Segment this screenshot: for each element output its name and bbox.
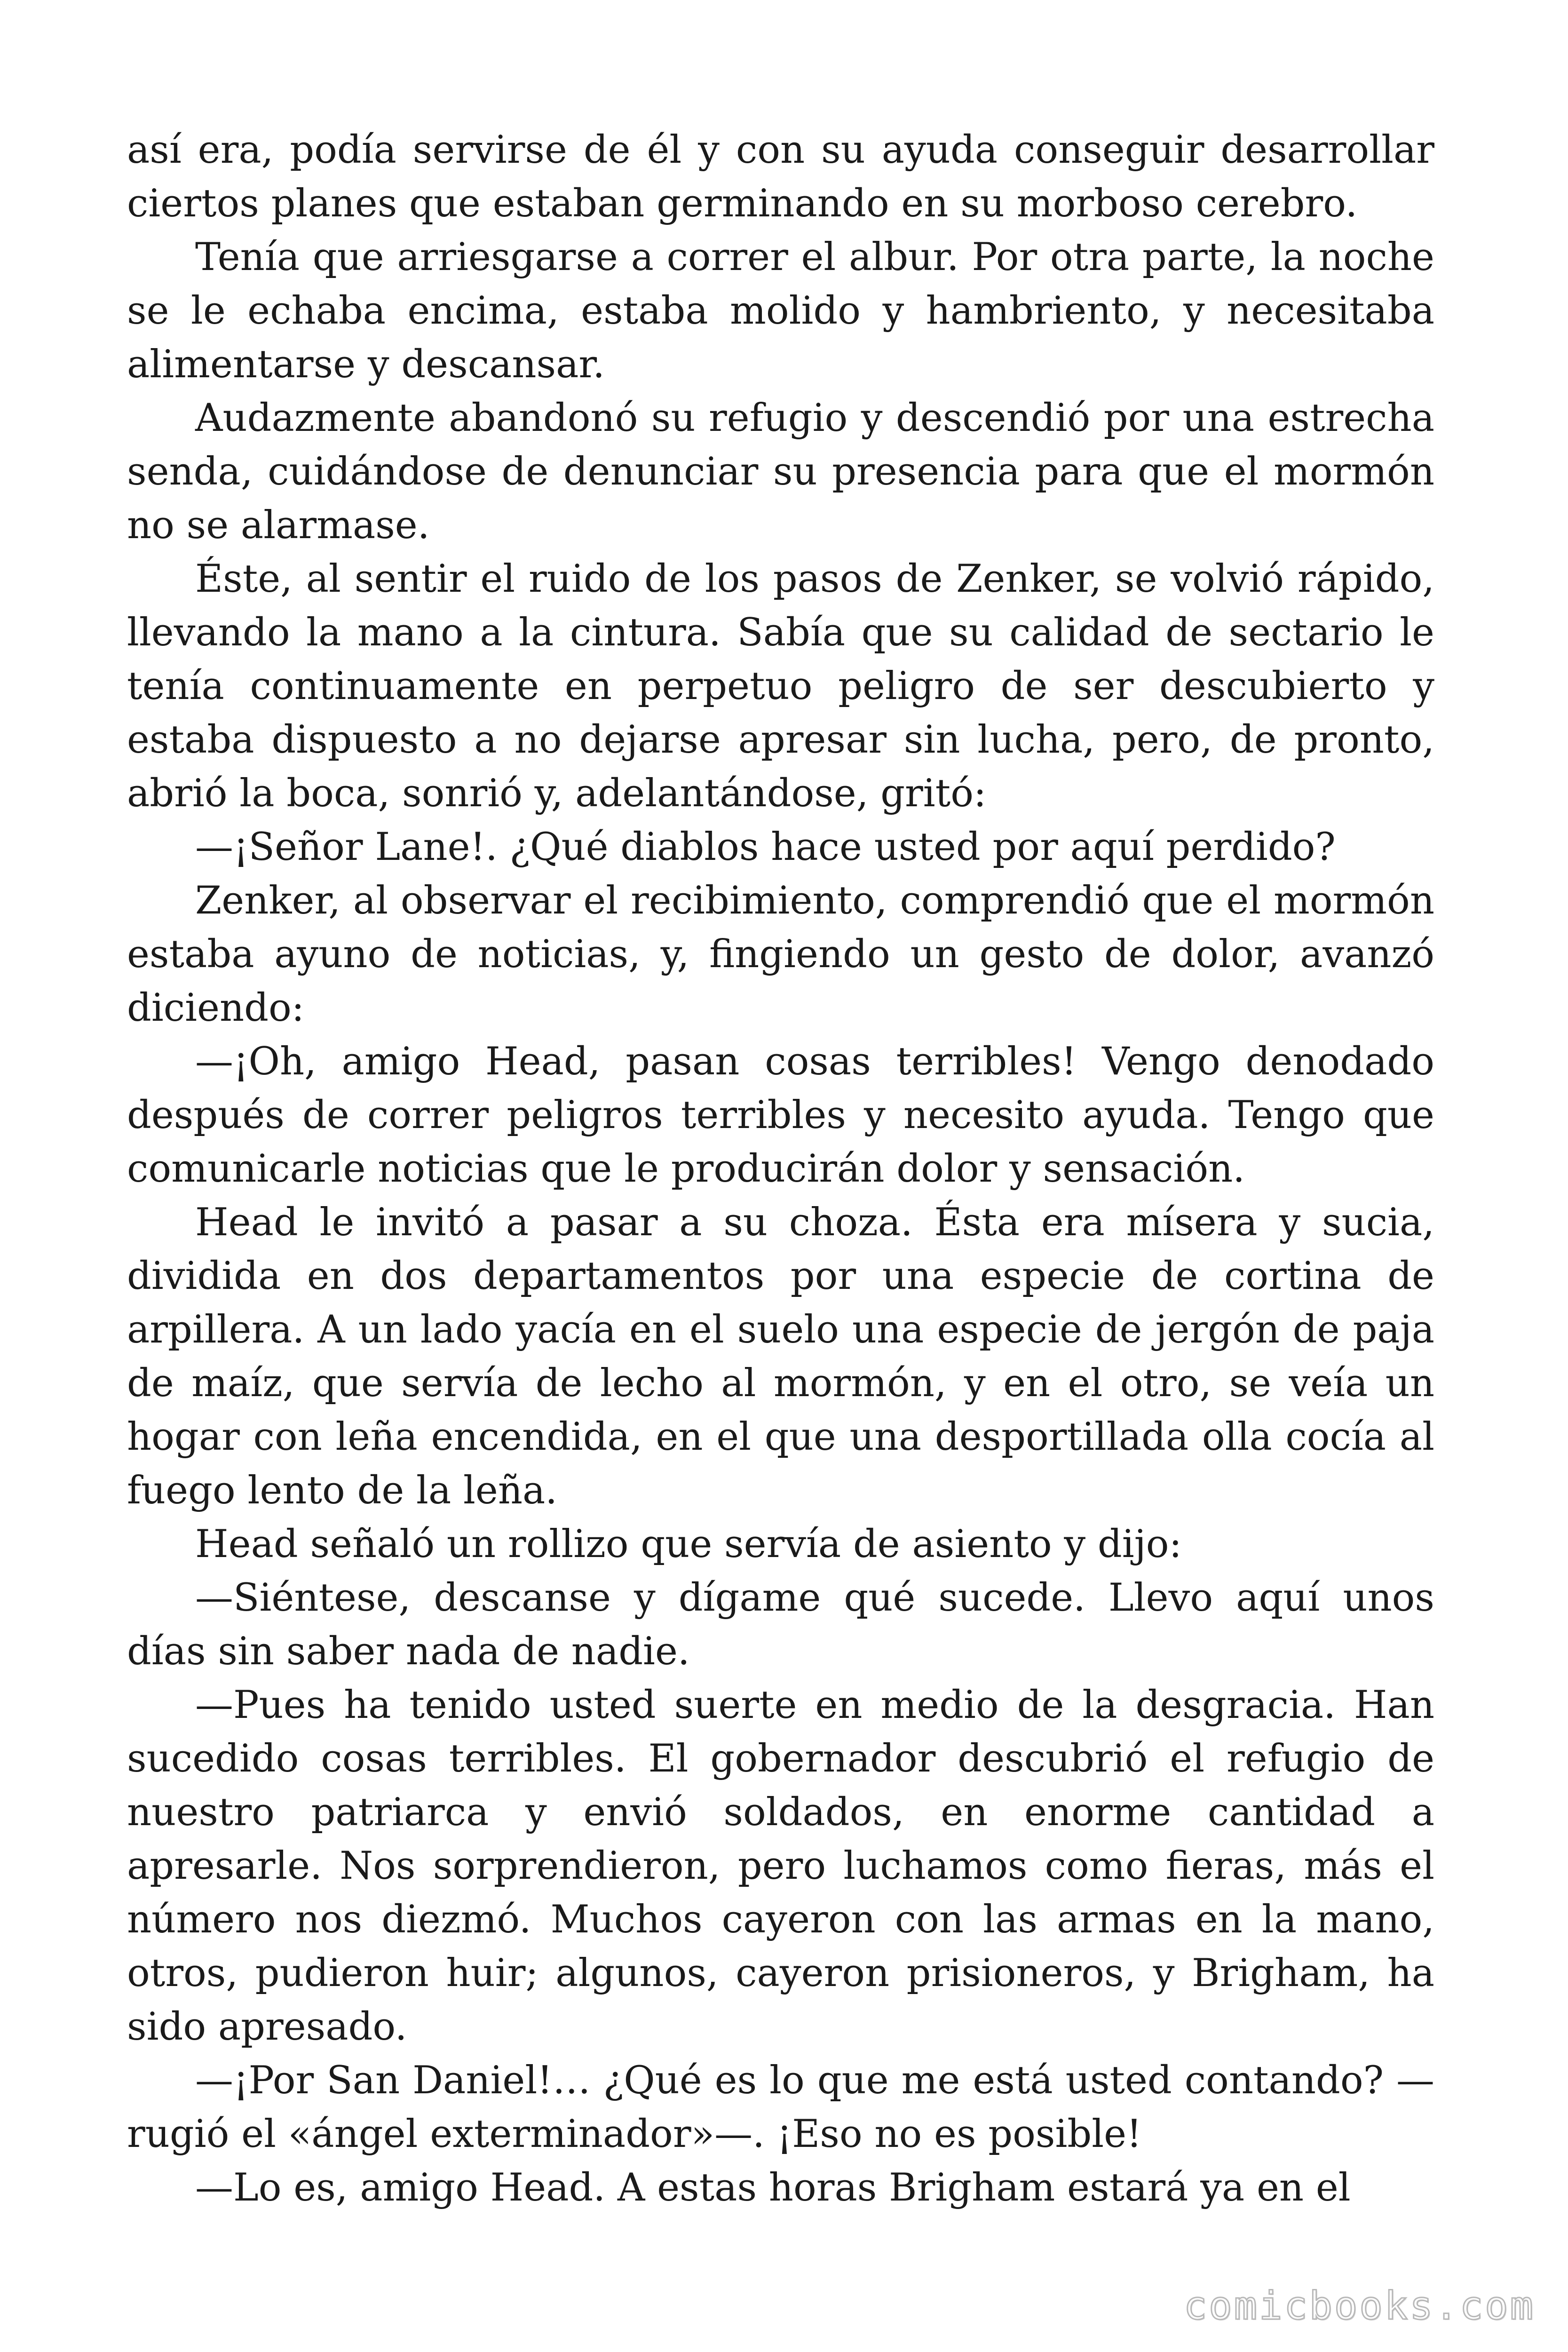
paragraph: Head señaló un rollizo que servía de asiento y dijo:	[195, 1522, 1182, 1566]
dialogue-line: —Pues ha tenido usted suerte en medio de la desgracia. Han sucedido cosas terribles. El gobernador descubrió el refugio de nuestro patriarca y envió soldados, en enorme cantidad a apresarle. Nos sorprendieron, pero luchamos como fieras, más el número nos diezmó. Muchos cayeron con las armas en la mano, otros, pudieron huir; algunos, cayeron prisioneros, y Brigham, ha sido apresado.	[127, 1683, 1434, 2049]
dialogue-line: —¡Señor Lane!. ¿Qué diablos hace usted por aquí perdido?	[195, 825, 1336, 869]
dialogue-line: —¡Oh, amigo Head, pasan cosas terribles! Vengo denodado después de correr peligros terribles y necesito ayuda. Tengo que comunicarle noticias que le producirán dolor y sensación.	[127, 1040, 1434, 1191]
watermark-text: comicbooks.com	[1183, 2284, 1535, 2328]
paragraph: Zenker, al observar el recibimiento, comprendió que el mormón estaba ayuno de noticias, y, fingiendo un gesto de dolor, avanzó diciendo:	[127, 879, 1434, 1030]
paragraph-continuation: así era, podía servirse de él y con su ayuda conseguir desarrollar ciertos planes que estaban germinando en su morboso cerebro.	[127, 128, 1434, 226]
paragraph: Tenía que arriesgarse a correr el albur. Por otra parte, la noche se le echaba encima, estaba molido y hambriento, y necesitaba alimentarse y descansar.	[127, 235, 1434, 387]
dialogue-line: —¡Por San Daniel!… ¿Qué es lo que me está usted contando? —rugió el «ángel exterminador»—. ¡Eso no es posible!	[127, 2058, 1434, 2156]
dialogue-line: —Lo es, amigo Head. A estas horas Brigham estará ya en el	[195, 2166, 1351, 2210]
page-body-text	[127, 123, 1434, 2215]
paragraph: Éste, al sentir el ruido de los pasos de Zenker, se volvió rápido, llevando la mano a la cintura. Sabía que su calidad de sectario le tenía continuamente en perpetuo peligro de ser descubierto y estaba dispuesto a no dejarse apresar sin lucha, pero, de pronto, abrió la boca, sonrió y, adelantándose, gritó:	[127, 557, 1434, 816]
paragraph: Audazmente abandonó su refugio y descendió por una estrecha senda, cuidándose de denunciar su presencia para que el mormón no se alarmase.	[127, 396, 1434, 548]
dialogue-line: —Siéntese, descanse y dígame qué sucede. Llevo aquí unos días sin saber nada de nadie.	[127, 1576, 1434, 1674]
paragraph: Head le invitó a pasar a su choza. Ésta era mísera y sucia, dividida en dos departamentos por una especie de cortina de arpillera. A un lado yacía en el suelo una especie de jergón de paja de maíz, que servía de lecho al mormón, y en el otro, se veía un hogar con leña encendida, en el que una desportillada olla cocía al fuego lento de la leña.	[127, 1200, 1434, 1513]
